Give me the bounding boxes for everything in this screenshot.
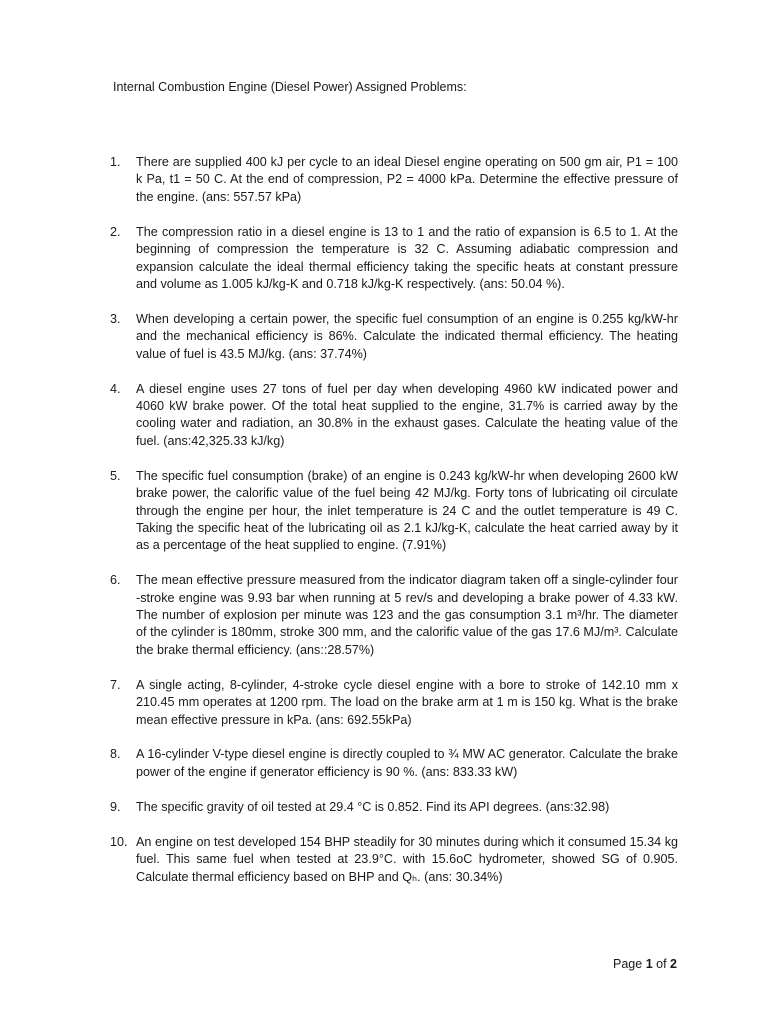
problem-item [110, 834, 678, 886]
total-pages-number: 2 [670, 957, 677, 971]
problem-item [110, 154, 678, 206]
problem-item [110, 746, 678, 781]
problem-text: When developing a certain power, the specific fuel consumption of an engine is 0.255 kg/kW-hr and the mechanical efficiency is 86%. Calculate the indicated thermal efficiency. The heating value of fuel is 43.5 MJ/kg. (ans: 37.74%) [136, 311, 678, 361]
problem-number: 2. [110, 224, 121, 239]
current-page-number: 1 [645, 957, 653, 971]
problem-text: A 16-cylinder V-type diesel engine is directly coupled to ¾ MW AC generator. Calculate the brake power of the engine if generator efficiency is 90 %. (ans: 833.33 kW) [136, 747, 678, 779]
problem-item [110, 468, 678, 555]
problem-text: A single acting, 8-cylinder, 4-stroke cycle diesel engine with a bore to stroke of 142.10 mm x 210.45 mm operates at 1200 rpm. The load on the brake arm at 1 m is 150 kg. What is the brake mean effective pressure in kPa. (ans: 692.55kPa) [136, 677, 678, 727]
page-number-footer [613, 956, 677, 972]
problem-number: 1. [110, 155, 121, 169]
problem-number: 6. [110, 573, 121, 588]
problem-item [110, 799, 678, 816]
page-label: Page [613, 957, 643, 971]
problem-text: The specific fuel consumption (brake) of an engine is 0.243 kg/kW-hr when developing 2600 kW brake power, the calorific value of the fuel being 42 MJ/kg. Forty tons of lubricating oil circulate through the engine per hour, the inlet temperature is 24 C and the outlet temperature is 49 C. Taking the specific heat of the lubricating oil as 2.1 kJ/kg-K, calculate the heat carried away by it as a percentage of the heat supplied to engine. (7.91%) [136, 468, 678, 553]
problem-item [110, 677, 678, 729]
of-label: of [656, 957, 667, 971]
problem-text: The compression ratio in a diesel engine is 13 to 1 and the ratio of expansion is 6.5 to 1. At the beginning of compression the temperature is 32 C. Assuming adiabatic compression and expansion calculate the ideal thermal efficiency taking the specific heats at constant pressure and volume as 1.005 kJ/kg-K and 0.718 kJ/kg-K respectively. (ans: 50.04 %). [136, 224, 678, 291]
problem-item [110, 311, 678, 363]
problem-text: There are supplied 400 kJ per cycle to an ideal Diesel engine operating on 500 gm air, P1 = 100 k Pa, t1 = 50 C. At the end of compression, P2 = 4000 kPa. Determine the effective pressure of the engine. (ans: 557.57 kPa) [136, 155, 678, 204]
problem-item [110, 224, 678, 294]
problem-number: 5. [110, 468, 121, 483]
problem-number: 8. [110, 747, 121, 762]
problem-item [110, 381, 678, 451]
problem-text: An engine on test developed 154 BHP steadily for 30 minutes during which it consumed 15.34 kg fuel. This same fuel when tested at 23.9°C. with 15.6oC hydrometer, showed SG of 0.905. Calculate thermal efficiency based on BHP and Qₕ. (ans: 30.34%) [136, 834, 678, 884]
problem-list [110, 154, 678, 903]
problem-text: A diesel engine uses 27 tons of fuel per day when developing 4960 kW indicated power and 4060 kW brake power. Of the total heat supplied to the engine, 31.7% is carried away by the cooling water and radiation, an 30.8% in the exhaust gases. Calculate the heating value of the fuel. (ans:42,325.33 kJ/kg) [136, 381, 678, 448]
problem-number: 7. [110, 677, 121, 692]
problem-item [110, 572, 678, 659]
problem-number: 9. [110, 799, 121, 814]
problem-text: The specific gravity of oil tested at 29.4 °C is 0.852. Find its API degrees. (ans:32.98) [136, 799, 610, 814]
problem-number: 4. [110, 381, 121, 396]
problem-text: The mean effective pressure measured from the indicator diagram taken off a single-cylinder four -stroke engine was 9.93 bar when running at 5 rev/s and developing a brake power of 4.33 kW. The number of explosion per minute was 123 and the gas consumption 3.1 m³/hr. The diameter of the cylinder is 180mm, stroke 300 mm, and the calorific value of the gas 17.6 MJ/m³. Calculate the brake thermal efficiency. (ans::28.57%) [136, 573, 678, 657]
problem-number: 10. [110, 834, 128, 849]
problem-number: 3. [110, 311, 121, 326]
document-title: Internal Combustion Engine (Diesel Power) Assigned Problems: [113, 80, 467, 94]
